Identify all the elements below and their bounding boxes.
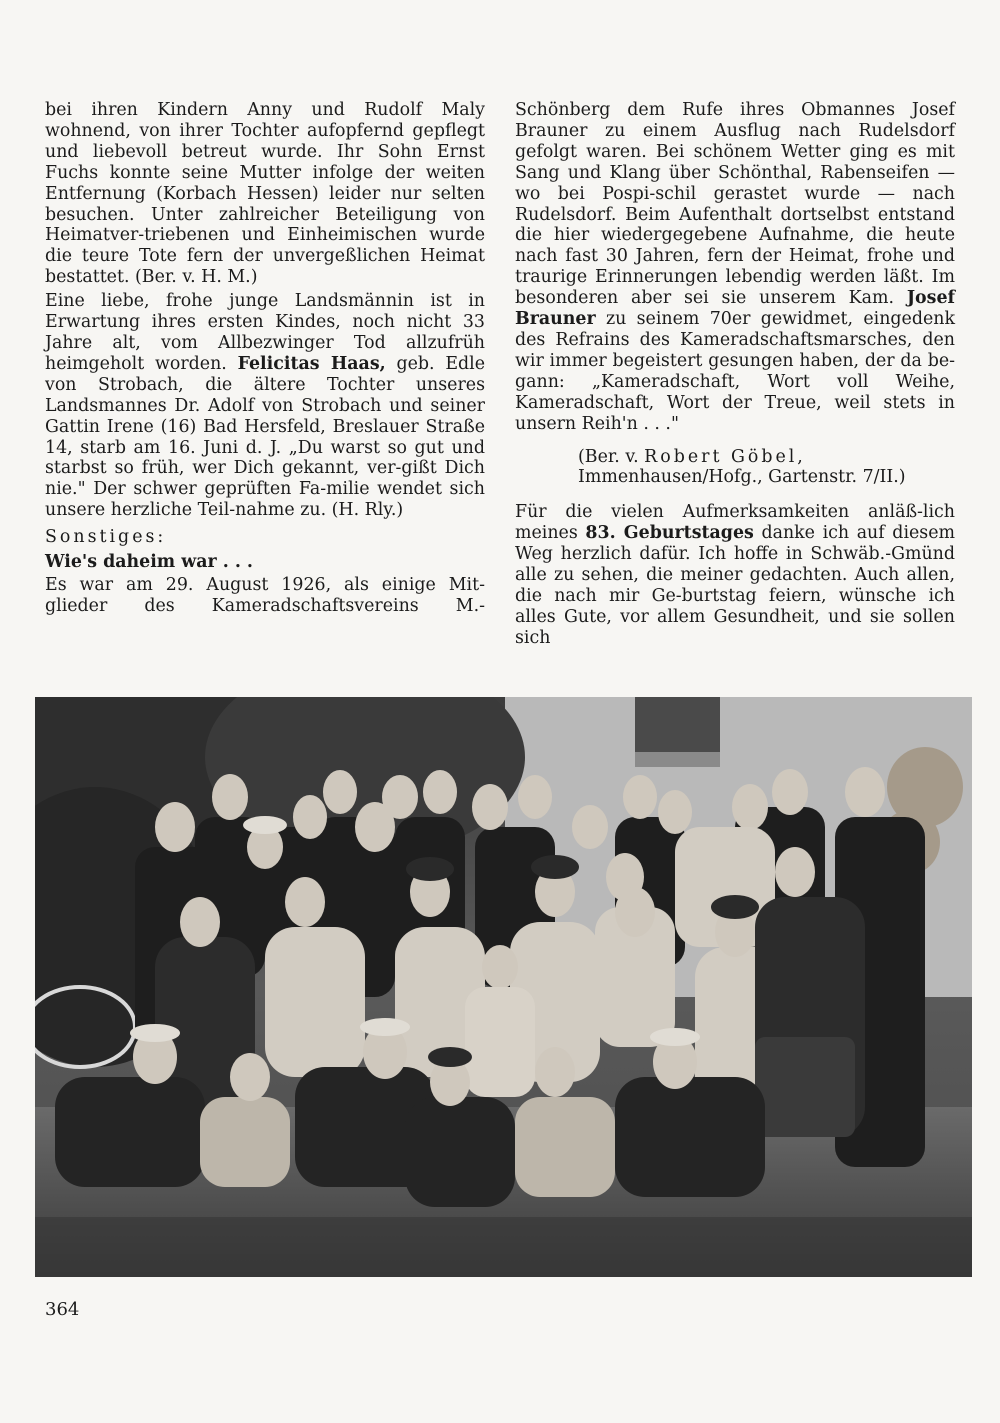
- section-label: Sonstiges:: [45, 527, 167, 548]
- left-para-2-rest: geb. Edle von Strobach, die ältere Tochter unseres Landsmannes Dr. Adolf von Strobach und seiner Gattin Irene (16) Bad Hersfeld, Breslauer Straße 14, starb am 16. Juni d. J. „Du warst so gut und starbst so früh, wer Dich gekannt, ver-gißt Dich nie." Der schwer geprüften Fa-milie wendet sich unsere herzliche Teil-nahme zu. (H. Rly.): [45, 353, 485, 521]
- right-para-2: [515, 502, 955, 648]
- person-name-felicitas-haas: Felicitas Haas,: [237, 353, 386, 374]
- birthday-bold: 83. Geburtstages: [585, 523, 754, 544]
- credit-prefix: (Ber. v.: [578, 446, 639, 467]
- left-para-2: [45, 291, 485, 521]
- person-name-josef-brauner: Josef Brauner: [515, 288, 955, 330]
- left-para-3: Es war am 29. August 1926, als einige Mit-glieder des Kameradschaftsvereins M.-: [45, 574, 485, 616]
- right-para-1-start: Schönberg dem Rufe ihres Obmannes Josef Brauner zu einem Ausflug nach Rudelsdorf gefolgt waren. Bei schönem Wetter ging es mit Sang und Klang über Schönthal, Rabenseifen — wo bei Pospi-schil gerastet wurde — nach Rudelsdorf. Beim Aufenthalt dortselbst entstand die hier wiedergegebene Aufnahme, die heute nach fast 30 Jahren, fern der Heimat, frohe und traurige Erinnerungen lebendig werden läßt. Im besonderen aber sei sie unserem Kam.: [515, 100, 955, 309]
- left-column: [45, 100, 485, 617]
- right-para-1: [515, 100, 955, 435]
- right-para-2-start: Für die vielen Aufmerksamkeiten anläß-lich meines: [515, 502, 955, 544]
- right-para-1-rest: zu seinem 70er gewidmet, eingedenk des Refrains des Kameradschaftsmarsches, den wir immer begeistert gesungen haben, der da be-gann: „Kameradschaft, Wort voll Weihe, Kameradschaft, Wort der Treue, weil stets in unsern Reih'n . . .": [515, 309, 955, 434]
- credit-line-1: [578, 447, 955, 468]
- page-number: 364: [45, 1299, 80, 1320]
- left-para-2-start: Eine liebe, frohe junge Landsmännin ist in Erwartung ihres ersten Kindes, noch nicht 33 Jahre alt, vom Allbezwinger Tod allzufrüh heimgeholt worden.: [45, 291, 485, 374]
- right-para-2-rest: danke ich auf diesem Weg herzlich dafür. Ich hoffe in Schwäb.-Gmünd alle zu sehen, die meiner gedachten. Auch allen, die nach mir Ge-burtstag feiern, wünsche ich alles Gute, vor allem Gesundheit, und sie sollen sich: [515, 523, 956, 648]
- left-para-1: bei ihren Kindern Anny und Rudolf Maly wohnend, von ihrer Tochter aufopfernd gepflegt und liebevoll betreut wurde. Ihr Sohn Ernst Fuchs konnte seine Mutter infolge der weiten Entfernung (Korbach Hessen) leider nur selten besuchen. Unter zahlreicher Beteiligung von Heimatver-triebenen und Einheimischen wurde die teure Tote fern der unvergeßlichen Heimat bestattet. (Ber. v. H. M.): [45, 100, 485, 288]
- credit-name: Robert Göbel,: [644, 446, 806, 467]
- report-credit: [578, 447, 955, 489]
- right-column: [515, 100, 955, 649]
- article-heading: Wie's daheim war . . .: [45, 552, 253, 573]
- group-photo: [35, 697, 972, 1277]
- group-photo-illustration: [35, 697, 972, 1277]
- credit-address: Immenhausen/Hofg., Gartenstr. 7/II.): [578, 467, 906, 488]
